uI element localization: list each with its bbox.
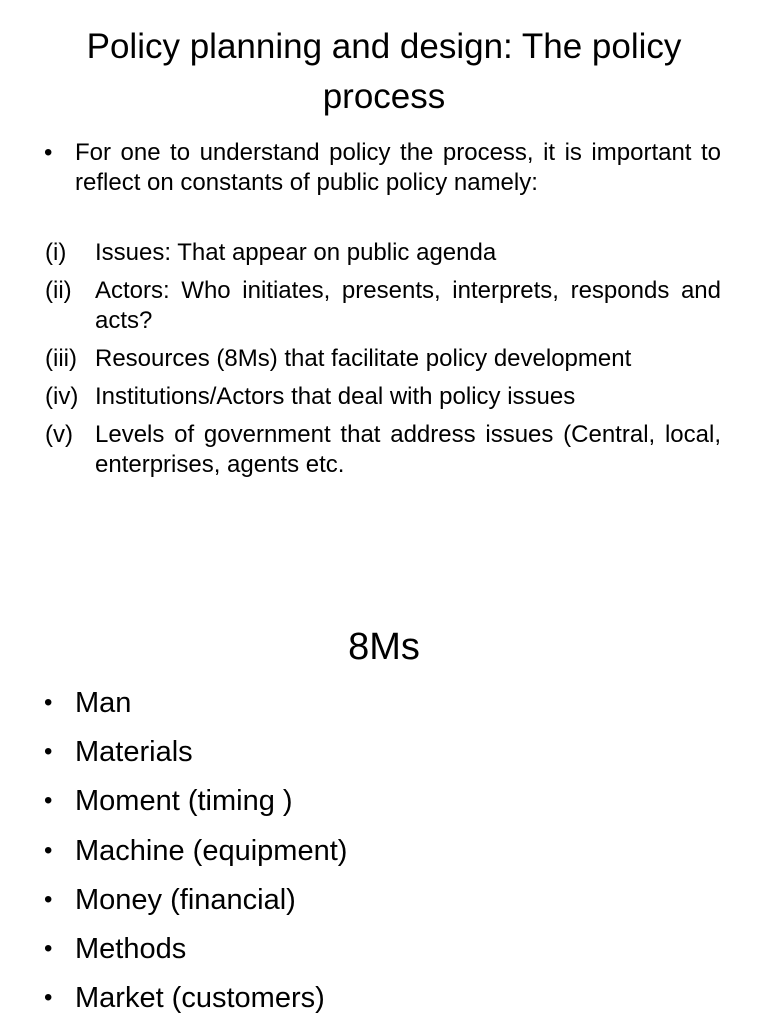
list-item-text: Methods	[75, 932, 187, 965]
list-item-text: Issues: That appear on public agenda	[95, 239, 497, 266]
list-item	[0, 382, 768, 412]
list-marker: (v)	[45, 421, 73, 448]
list-item	[0, 832, 768, 881]
slide-title: Policy planning and design: The policy process	[86, 27, 682, 116]
bullet-icon: •	[44, 885, 53, 913]
constants-list	[0, 238, 768, 488]
list-item-text: Levels of government that address issues (Central, local, enterprises, agents etc.	[95, 421, 721, 478]
8ms-list	[0, 684, 768, 1028]
list-item	[0, 782, 768, 831]
list-marker: (i)	[45, 239, 67, 266]
list-marker: (iii)	[45, 345, 77, 372]
list-item	[0, 881, 768, 930]
list-item	[0, 979, 768, 1028]
bullet-icon: •	[44, 934, 53, 962]
bullet-icon: •	[44, 787, 53, 815]
list-item	[0, 420, 768, 480]
list-item-text: Money (financial)	[75, 883, 296, 916]
intro-paragraph: For one to understand policy the process, it is important to reflect on constants of public policy namely:	[75, 139, 721, 196]
list-item	[0, 344, 768, 374]
list-item-text: Machine (equipment)	[75, 834, 348, 867]
bullet-icon: •	[44, 139, 53, 166]
list-item-text: Institutions/Actors that deal with policy issues	[95, 383, 576, 410]
bullet-icon: •	[44, 738, 53, 766]
list-marker: (iv)	[45, 383, 79, 410]
list-item	[0, 238, 768, 268]
list-item-text: Man	[75, 687, 132, 719]
list-item	[0, 684, 768, 733]
list-item-text: Actors: Who initiates, presents, interprets, responds and acts?	[95, 277, 721, 334]
bullet-icon: •	[44, 984, 53, 1012]
bullet-icon: •	[44, 689, 53, 716]
list-item	[0, 276, 768, 336]
list-item	[0, 733, 768, 782]
list-item	[0, 930, 768, 979]
bullet-icon: •	[44, 836, 53, 864]
list-marker: (ii)	[45, 277, 72, 304]
list-item-text: Resources (8Ms) that facilitate policy development	[95, 345, 632, 372]
list-item-text: Market (customers)	[75, 982, 325, 1015]
slide-heading-8ms: 8Ms	[348, 626, 420, 668]
list-item-text: Moment (timing )	[75, 785, 293, 818]
list-item-text: Materials	[75, 736, 193, 769]
